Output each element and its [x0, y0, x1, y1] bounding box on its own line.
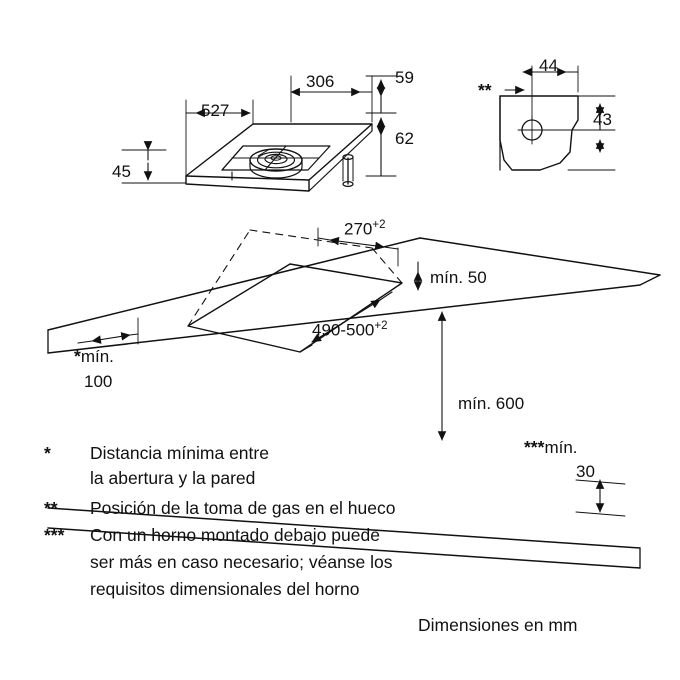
- dim-44: 44: [539, 56, 558, 75]
- dim-min-30-star: ***: [524, 437, 545, 457]
- dim-490-500-value: 490-500: [312, 320, 375, 340]
- dim-270-value: 270: [344, 219, 373, 239]
- dim-270-tolerance: +2: [372, 219, 386, 231]
- legend-text-1-line-1: Distancia mínima entre: [90, 443, 269, 463]
- dim-527: 527: [201, 101, 230, 120]
- dim-min-100-value: 100: [84, 372, 113, 391]
- legend-text-3-line-2: ser más en caso necesario; véanse los: [90, 552, 393, 572]
- legend-text-1-line-2: la abertura y la pared: [90, 468, 256, 488]
- dim-min-30: [524, 437, 578, 458]
- legend-marker-2: **: [44, 498, 58, 518]
- dim-min-100-label: mín.: [80, 347, 114, 366]
- dim-min-30-label: mín.: [544, 438, 578, 457]
- dim-490-500: [312, 320, 388, 341]
- units-note: Dimensiones en mm: [418, 615, 578, 635]
- legend-text-3-line-1: Con un horno montado debajo puede: [90, 525, 380, 545]
- dim-62: 62: [395, 129, 414, 148]
- legend-marker-1: *: [44, 443, 51, 463]
- legend-text-3-line-3: requisitos dimensionales del horno: [90, 579, 360, 599]
- dim-270: [344, 219, 386, 240]
- dim-min-100: [74, 346, 114, 367]
- marker-gas-connection: **: [478, 80, 492, 100]
- dim-min-600: mín. 600: [458, 394, 525, 413]
- dim-306: 306: [306, 72, 335, 91]
- dim-59: 59: [395, 68, 414, 87]
- dim-min-50: mín. 50: [430, 268, 487, 287]
- dim-490-500-tolerance: +2: [374, 320, 388, 332]
- dim-min-100-star: *: [74, 346, 81, 366]
- dim-43: 43: [593, 110, 612, 129]
- legend-marker-3: ***: [44, 525, 65, 545]
- dim-min-30-value: 30: [576, 462, 595, 481]
- legend-text-2-line-1: Posición de la toma de gas en el hueco: [90, 498, 396, 518]
- dim-45: 45: [112, 162, 131, 181]
